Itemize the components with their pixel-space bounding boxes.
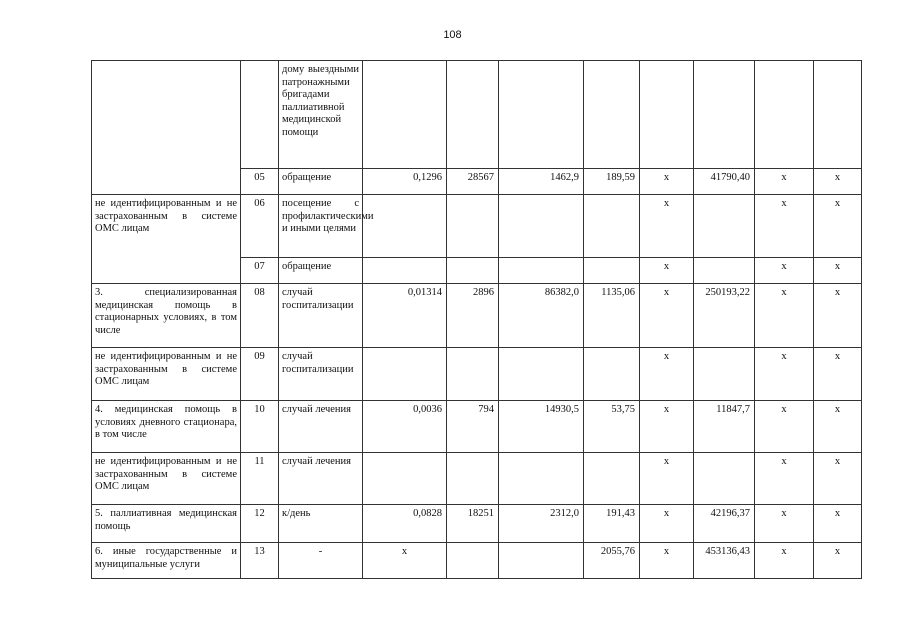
cell-total (694, 195, 755, 258)
row-code-cell: 09 (241, 348, 279, 401)
row-name-cell: не идентифицированным и не застрахованным в системе ОМС лицам (92, 453, 241, 505)
cell-c8 (814, 61, 862, 169)
cell-c8: х (814, 543, 862, 579)
cell-total: 11847,7 (694, 401, 755, 453)
table-row (92, 401, 862, 453)
cell-c8: х (814, 284, 862, 348)
cell-total (694, 453, 755, 505)
cell-norm (363, 195, 447, 258)
cell-per-capita (584, 453, 640, 505)
cell-norm: 0,01314 (363, 284, 447, 348)
cell-cost: 1462,9 (499, 169, 584, 195)
row-code-cell (241, 61, 279, 169)
table-row (92, 348, 862, 401)
cell-c7: х (755, 195, 814, 258)
cell-c8: х (814, 169, 862, 195)
row-unit-cell: дому выездными патронажными бригадами паллиативной медицинской помощи (279, 61, 363, 169)
cell-c8: х (814, 258, 862, 284)
row-unit-cell: посещение с профилактическими и иными целями (279, 195, 363, 258)
cell-norm (363, 348, 447, 401)
cell-c8: х (814, 453, 862, 505)
cell-per-capita (584, 195, 640, 258)
cell-volume (447, 348, 499, 401)
row-code-cell: 05 (241, 169, 279, 195)
cell-total: 250193,22 (694, 284, 755, 348)
row-name-cell (92, 61, 241, 195)
cell-norm: 0,0036 (363, 401, 447, 453)
cell-cost (499, 348, 584, 401)
financing-table (91, 60, 862, 579)
cell-volume (447, 258, 499, 284)
cell-norm (363, 258, 447, 284)
row-code-cell: 10 (241, 401, 279, 453)
row-unit-cell: обращение (279, 169, 363, 195)
row-code-cell: 06 (241, 195, 279, 258)
cell-cost: 86382,0 (499, 284, 584, 348)
cell-c8: х (814, 348, 862, 401)
cell-volume: 18251 (447, 505, 499, 543)
cell-c7: х (755, 401, 814, 453)
cell-c8: х (814, 195, 862, 258)
table-row (92, 543, 862, 579)
cell-c7: х (755, 284, 814, 348)
row-name-cell: не идентифицированным и не застрахованным в системе ОМС лицам (92, 348, 241, 401)
row-unit-cell: обращение (279, 258, 363, 284)
cell-total: 42196,37 (694, 505, 755, 543)
row-unit-cell: случай лечения (279, 401, 363, 453)
cell-c5 (640, 61, 694, 169)
row-name-cell: 3. специализированная медицинская помощь в стационарных условиях, в том числе (92, 284, 241, 348)
cell-cost (499, 543, 584, 579)
cell-cost (499, 61, 584, 169)
cell-c7: х (755, 543, 814, 579)
row-code-cell: 08 (241, 284, 279, 348)
row-code-cell: 13 (241, 543, 279, 579)
cell-c5: х (640, 453, 694, 505)
row-name-cell: 4. медицинская помощь в условиях дневного стационара, в том числе (92, 401, 241, 453)
cell-per-capita: 1135,06 (584, 284, 640, 348)
cell-c7: х (755, 505, 814, 543)
cell-per-capita (584, 61, 640, 169)
cell-c5: х (640, 284, 694, 348)
table-row (92, 195, 862, 258)
row-unit-cell: - (279, 543, 363, 579)
cell-norm: 0,1296 (363, 169, 447, 195)
cell-cost (499, 258, 584, 284)
cell-c7: х (755, 348, 814, 401)
cell-cost (499, 453, 584, 505)
table-row (92, 453, 862, 505)
cell-c7 (755, 61, 814, 169)
row-unit-cell: к/день (279, 505, 363, 543)
row-name-cell: 6. иные государственные и муниципальные услуги (92, 543, 241, 579)
cell-c7: х (755, 453, 814, 505)
cell-c5: х (640, 401, 694, 453)
cell-c5: х (640, 195, 694, 258)
row-unit-cell: случай лечения (279, 453, 363, 505)
row-unit-cell: случай госпитализации (279, 348, 363, 401)
cell-volume (447, 195, 499, 258)
cell-norm: х (363, 543, 447, 579)
cell-norm (363, 453, 447, 505)
row-name-cell: не идентифицированным и не застрахованным в системе ОМС лицам (92, 195, 241, 284)
cell-c5: х (640, 543, 694, 579)
cell-total (694, 348, 755, 401)
cell-volume: 2896 (447, 284, 499, 348)
cell-per-capita: 53,75 (584, 401, 640, 453)
cell-volume (447, 543, 499, 579)
cell-volume (447, 453, 499, 505)
cell-c5: х (640, 169, 694, 195)
cell-total: 453136,43 (694, 543, 755, 579)
row-name-cell: 5. паллиативная медицинская помощь (92, 505, 241, 543)
cell-per-capita (584, 258, 640, 284)
cell-c5: х (640, 258, 694, 284)
cell-volume: 28567 (447, 169, 499, 195)
row-unit-cell: случай госпитализации (279, 284, 363, 348)
cell-total (694, 61, 755, 169)
cell-cost: 14930,5 (499, 401, 584, 453)
table-row (92, 61, 862, 169)
cell-per-capita (584, 348, 640, 401)
page-number: 108 (443, 29, 462, 41)
row-code-cell: 07 (241, 258, 279, 284)
cell-per-capita: 191,43 (584, 505, 640, 543)
cell-cost: 2312,0 (499, 505, 584, 543)
cell-volume: 794 (447, 401, 499, 453)
cell-c7: х (755, 169, 814, 195)
cell-c5: х (640, 505, 694, 543)
table-row (92, 284, 862, 348)
row-code-cell: 12 (241, 505, 279, 543)
cell-total: 41790,40 (694, 169, 755, 195)
table-row (92, 505, 862, 543)
cell-volume (447, 61, 499, 169)
cell-norm: 0,0828 (363, 505, 447, 543)
cell-per-capita: 2055,76 (584, 543, 640, 579)
cell-c5: х (640, 348, 694, 401)
cell-c8: х (814, 401, 862, 453)
cell-per-capita: 189,59 (584, 169, 640, 195)
row-code-cell: 11 (241, 453, 279, 505)
cell-cost (499, 195, 584, 258)
cell-c7: х (755, 258, 814, 284)
cell-c8: х (814, 505, 862, 543)
cell-total (694, 258, 755, 284)
cell-norm (363, 61, 447, 169)
